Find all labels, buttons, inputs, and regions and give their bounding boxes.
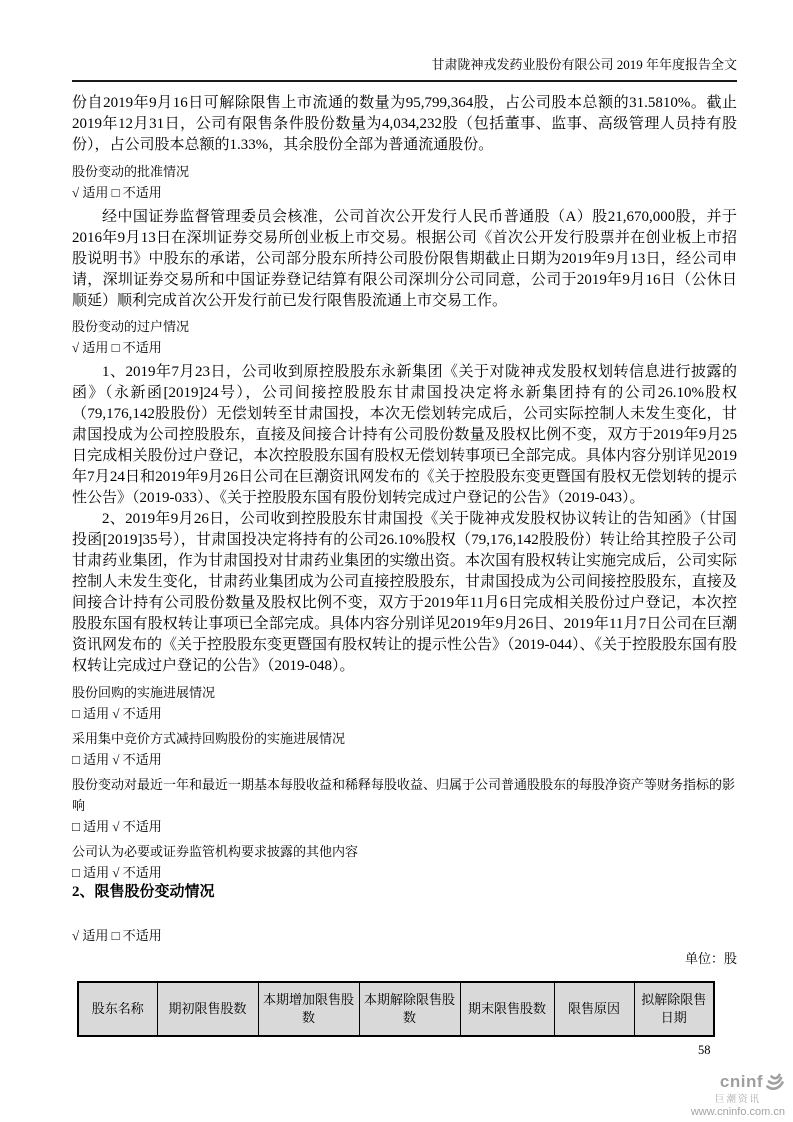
cninfo-url-text: www.cninfo.com.cn [690,1106,785,1118]
report-header-title: 甘肃陇神戎发药业股份有限公司 2019 年年度报告全文 [72,57,737,82]
intro-paragraph: 份自2019年9月16日可解除限售上市流通的数量为95,799,364股，占公司股本总额的31.5810%。截止2019年12月31日，公司有限售条件股份数量为4,034,232股（包括董事、监事、高级管理人员持有股份），占公司股本总额的1.33%，其余股份全部为普通流通股份。 [72,95,737,153]
approval-section-label: 股份变动的批准情况 [72,164,190,179]
page-body [72,0,737,882]
unit-label: 单位：股 [684,951,737,966]
cninfo-logo [691,1072,785,1118]
transfer-section-label: 股份变动的过户情况 [72,319,190,334]
restricted-applicable-line: √ 适用 □ 不适用 [72,928,162,943]
transfer-applicable-line: √ 适用 □ 不适用 [72,340,162,355]
approval-applicable-line: √ 适用 □ 不适用 [72,185,162,200]
restricted-shares-heading: 2、限售股份变动情况 [72,884,215,900]
col-header-released-restricted: 本期解除限售股数 [359,982,460,1036]
other-disclosure-label: 公司认为必要或证券监管机构要求披露的其他内容 [72,844,359,859]
restricted-shares-section [72,884,737,1037]
col-header-closing-restricted: 期末限售股数 [460,982,554,1036]
col-header-restriction-reason: 限售原因 [554,982,634,1036]
auction-applicable-line: □ 适用 √ 不适用 [72,752,162,767]
other-applicable-line: □ 适用 √ 不适用 [72,865,162,880]
approval-paragraph: 经中国证券监督管理委员会核准，公司首次公开发行人民币普通股（A）股21,670,000股，并于2016年9月13日在深圳证券交易所创业板上市交易。根据公司《首次公开发行股票并在创业板上市招股说明书》中股东的承诺，公司部分股东所持公司股份限售期截止日期为2019年9月13日，经公司申请，深圳证券交易所和中国证券登记结算有限公司深圳分公司同意，公司于2019年9月16日（公休日顺延）顺利完成首次公开发行前已发行限售股流通上市交易工作。 [72,209,737,309]
col-header-opening-restricted: 期初限售股数 [157,982,258,1036]
auction-section-label: 采用集中竞价方式减持回购股份的实施进展情况 [72,731,346,746]
restricted-shares-table [77,981,715,1037]
buyback-applicable-line: □ 适用 √ 不适用 [72,706,162,721]
transfer-paragraph-2: 2、2019年9月26日，公司收到控股股东甘肃国投《关于陇神戎发股权协议转让的告知函》（甘国投函[2019]35号），甘肃国投决定将持有的公司26.10%股权（79,176,142股股份）转让给其控股子公司甘肃药业集团，作为甘肃国投对甘肃药业集团的实缴出资。本次国有股权转让实施完成后，公司实际控制人未发生变化，甘肃药业集团成为公司直接控股股东，甘肃国投成为公司间接控股股东，直接及间接合计持有公司股份数量及股权比例不变，双方于2019年11月6日完成相关股份过户登记，本次控股股东国有股权转让事项已全部完成。具体内容分别详见2019年9月26日、2019年11月7日公司在巨潮资讯网发布的《关于控股股东变更暨国有股权转让的提示性公告》（2019-044）、《关于控股股东国有股权转让完成过户登记的公告》（2019-048）。 [72,511,737,674]
cninfo-brand-row [691,1072,785,1092]
impact-applicable-line: □ 适用 √ 不适用 [72,819,162,834]
col-header-release-date: 拟解除限售日期 [634,982,714,1036]
impact-section-label: 股份变动对最近一年和最近一期基本每股收益和稀释每股收益、归属于公司普通股股东的每股净资产等财务指标的影响 [72,777,736,813]
transfer-paragraph-1: 1、2019年7月23日，公司收到原控股股东永新集团《关于对陇神戎发股权划转信息进行披露的函》（永新函[2019]24号），公司间接控股股东甘肃国投决定将永新集团持有的公司26.10%股权（79,176,142股股份）无偿划转至甘肃国投，本次无偿划转完成后，公司实际控制人未发生变化，甘肃国投成为公司控股股东，直接及间接合计持有公司股份数量及股权比例不变，双方于2019年9月25日完成相关股份过户登记，本次控股股东国有股权无偿划转事项已全部完成。具体内容分别详见2019年7月24日和2019年9月26日公司在巨潮资讯网发布的《关于控股股东变更暨国有股权无偿划转的提示性公告》（2019-033）、《关于控股股东国有股份划转完成过户登记的公告》（2019-043）。 [72,364,737,506]
col-header-shareholder-name: 股东名称 [78,982,157,1036]
page-number: 58 [698,1043,711,1057]
col-header-added-restricted: 本期增加限售股数 [258,982,359,1036]
cninfo-brand-text: cninf [719,1072,763,1091]
cninfo-name-text: 巨潮资讯 [714,1094,761,1105]
buyback-section-label: 股份回购的实施进展情况 [72,685,216,700]
table-header-row [78,982,714,1036]
cninfo-swirl-icon [765,1073,785,1091]
